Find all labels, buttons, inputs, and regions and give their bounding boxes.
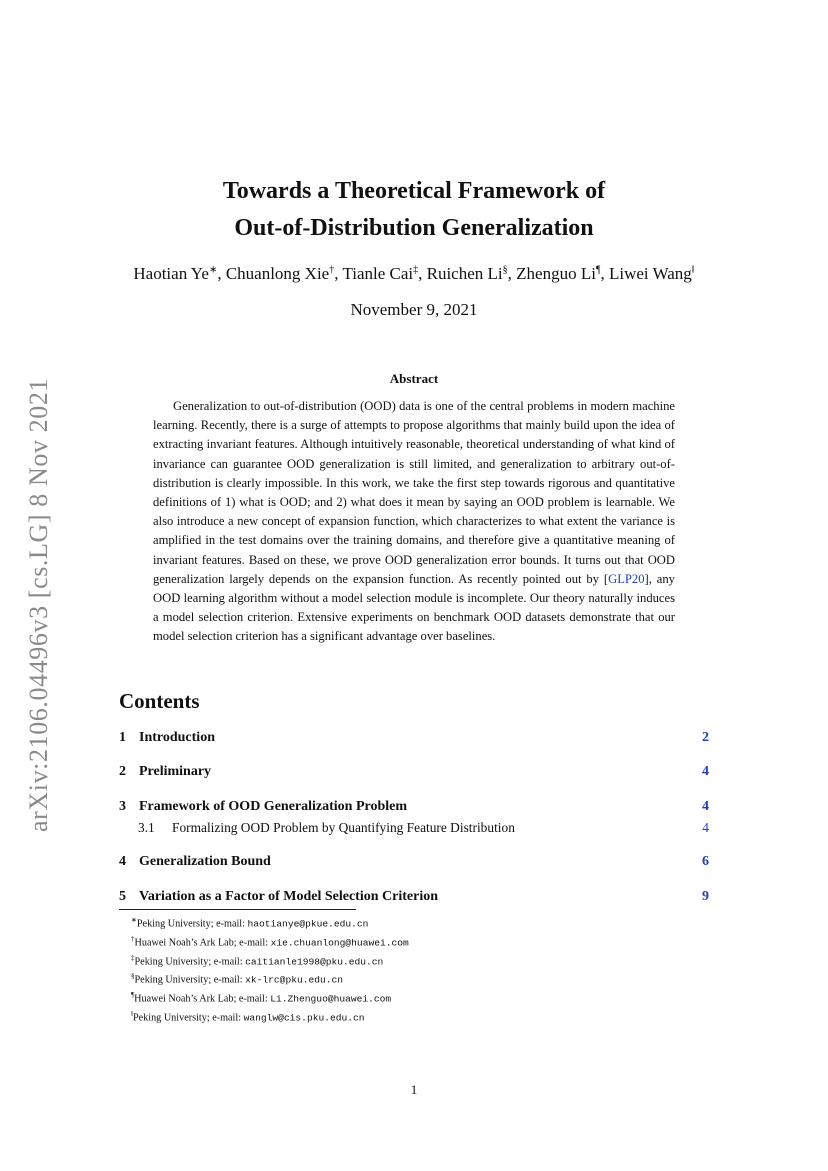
- author-name: Haotian Ye: [133, 264, 209, 283]
- toc-entry-label: Variation as a Factor of Model Selection Criterion: [139, 889, 439, 904]
- footnote: [119, 932, 711, 951]
- author-name: Ruichen Li: [426, 264, 503, 283]
- toc-entry-page-link[interactable]: 4: [702, 820, 709, 835]
- toc-entry-label: Generalization Bound: [139, 854, 271, 869]
- toc-entry-number: 4: [119, 854, 126, 869]
- footnote-mark: ∗: [131, 916, 137, 924]
- author-footnote-mark[interactable]: †: [329, 264, 335, 276]
- author-footnote-mark[interactable]: ∗: [208, 264, 218, 276]
- author-name: Zhenguo Li: [516, 264, 596, 283]
- footnote-text: Huawei Noah’s Ark Lab; e-mail:: [134, 937, 271, 949]
- toc-entry-number: 5: [119, 889, 126, 904]
- toc-entry-number: 3: [119, 799, 126, 814]
- footnote-text: Peking University; e-mail:: [136, 918, 248, 930]
- footnote-mark: §: [131, 972, 135, 981]
- author-name: Tianle Cai: [342, 264, 414, 283]
- toc-entry-label: Formalizing OOD Problem by Quantifying Feature Distribution: [172, 820, 515, 835]
- title-line-1: Towards a Theoretical Framework of: [222, 178, 606, 204]
- toc-entry-number: 2: [119, 764, 126, 779]
- toc-entry[interactable]: [119, 889, 711, 907]
- page-number: 1: [410, 1082, 418, 1097]
- footnote: [119, 988, 711, 1007]
- toc-entry-label: Preliminary: [139, 764, 212, 779]
- arxiv-identifier-text: arXiv:2106.04496v3 [cs.LG] 8 Nov 2021: [24, 377, 53, 833]
- abstract-heading: Abstract: [389, 371, 439, 386]
- arxiv-identifier-stamp: [25, 366, 53, 844]
- author-name: Liwei Wang: [608, 264, 692, 283]
- abstract-text: ], any OOD learning algorithm without a model selection module is incomplete. Our theory naturally induces a model selection criterion. Extensive experiments on benchmark OOD datasets demonstrate that our model selection criterion has a significant advantage over baselines.: [153, 571, 675, 644]
- paper-date: November 9, 2021: [350, 300, 478, 319]
- footnote: [119, 951, 711, 970]
- footnote-mark: ‡: [131, 953, 135, 962]
- author-list: Haotian Ye∗, Chuanlong Xie†, Tianle Cai‡, Ruichen Li§, Zhenguo Li¶, Liwei Wang‖: [133, 264, 695, 283]
- footnote-email: haotianye@pkue.edu.cn: [247, 918, 369, 930]
- footnotes: [119, 913, 711, 1026]
- title-line-2: Out-of-Distribution Generalization: [234, 215, 594, 241]
- footnote-text: Peking University; e-mail:: [134, 974, 246, 986]
- contents-heading: Contents: [119, 689, 200, 713]
- footnote-mark: †: [131, 934, 135, 943]
- toc-entry-page-link[interactable]: 6: [702, 854, 709, 869]
- toc-entry-page-link[interactable]: 9: [702, 889, 709, 904]
- footnote-email: xie.chuanlong@huawei.com: [270, 937, 409, 949]
- toc-entry-page-link[interactable]: 2: [702, 730, 709, 745]
- author-footnote-mark[interactable]: ‖: [691, 264, 695, 276]
- toc-entry[interactable]: [119, 799, 711, 817]
- toc-entry[interactable]: [119, 764, 711, 782]
- footnote-mark: ‖: [131, 1009, 133, 1018]
- abstract-body: [153, 397, 675, 647]
- footnote-email: Li.Zhenguo@huawei.com: [270, 993, 392, 1005]
- toc-entry-number: 1: [119, 730, 126, 745]
- paper-title: [0, 173, 828, 247]
- footnote-email: caitianle1998@pku.edu.cn: [245, 955, 384, 967]
- footnote-divider: [119, 909, 356, 910]
- toc-entry-page-link[interactable]: 4: [702, 799, 709, 814]
- footnote-mark: ¶: [131, 991, 135, 1000]
- author-name: Chuanlong Xie: [225, 264, 330, 283]
- footnote-email: xk-lrc@pku.edu.cn: [245, 974, 344, 986]
- author-footnote-mark[interactable]: ¶: [595, 264, 601, 276]
- toc-entry-page-link[interactable]: 4: [702, 764, 709, 779]
- toc-entry-label: Framework of OOD Generalization Problem: [139, 799, 408, 814]
- author-footnote-mark[interactable]: ‡: [413, 264, 419, 276]
- footnote: [119, 1007, 711, 1026]
- footnote: [119, 913, 711, 932]
- footnote-email: wanglw@cis.pku.edu.cn: [243, 1012, 365, 1024]
- footnote-text: Huawei Noah’s Ark Lab; e-mail:: [134, 993, 271, 1005]
- footnote-text: Peking University; e-mail:: [134, 955, 246, 967]
- author-footnote-mark[interactable]: §: [502, 264, 508, 276]
- citation-link[interactable]: GLP20: [608, 571, 645, 586]
- toc-entry-number: 3.1: [138, 820, 155, 835]
- abstract-text: Generalization to out-of-distribution (OOD) data is one of the central problems in modern machine learning. Recently, there is a surge of attempts to propose algorithms that mainly build upon the idea of extracting invariant features. Although intuitively reasonable, theoretical understanding of what kind of invariance can guarantee OOD generalization is still limited, and generalization to arbitrary out-of-distribution is clearly impossible. In this work, we take the first step towards rigorous and quantitative definitions of 1) what is OOD; and 2) what does it mean by saying an OOD problem is learnable. We also introduce a new concept of expansion function, which characterizes to what extent the variance is amplified in the test domains over the training domains, and therefore give a quantitative meaning of invariant features. Based on these, we prove OOD generalization error bounds. It turns out that OOD generalization largely depends on the expansion function. As recently pointed out by [: [153, 399, 675, 586]
- toc-entry[interactable]: [119, 730, 711, 748]
- toc-entry-label: Introduction: [139, 730, 215, 745]
- toc-entry[interactable]: [119, 854, 711, 872]
- footnote: [119, 969, 711, 988]
- toc-subentry[interactable]: [119, 820, 711, 838]
- footnote-text: Peking University; e-mail:: [132, 1012, 244, 1024]
